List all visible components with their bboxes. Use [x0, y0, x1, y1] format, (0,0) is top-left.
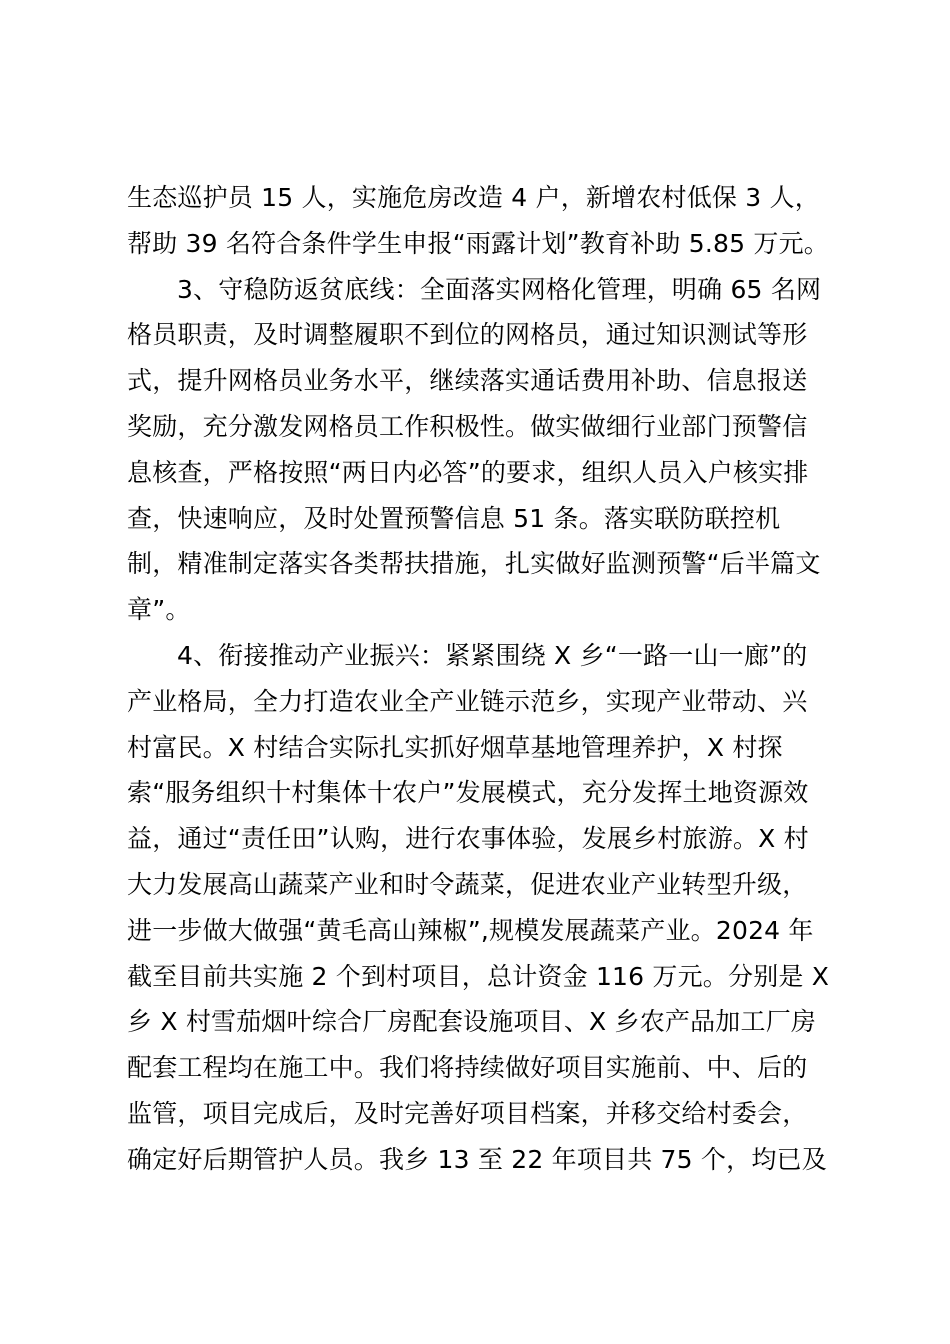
paragraph-3-heading-line: 3、守稳防返贫底线：全面落实网格化管理，明确 65 名网 — [177, 274, 822, 304]
document-body — [127, 175, 830, 1183]
text-line: 生态巡护员 15 人，实施危房改造 4 户，新增农村低保 3 人， — [127, 183, 820, 212]
text-line: 帮助 39 名符合条件学生申报“雨露计划”教育补助 5.85 万元。 — [127, 228, 829, 258]
text-line: 益，通过“责任田”认购，进行农事体验，发展乡村旅游。X 村 — [127, 824, 809, 854]
text-line: 监管，项目完成后，及时完善好项目档案，并移交给村委会， — [127, 1098, 808, 1128]
text-line: 确定好后期管护人员。我乡 13 至 22 年项目共 75 个，均已及 — [127, 1144, 827, 1174]
text-line: 奖励，充分激发网格员工作积极性。做实做细行业部门预警信 — [127, 411, 808, 441]
text-line: 章”。 — [127, 595, 191, 625]
text-line: 索“服务组织十村集体十农户”发展模式，充分发挥土地资源效 — [127, 778, 809, 808]
text-line: 进一步做大做强“黄毛高山辣椒”,规模发展蔬菜产业。2024 年 — [127, 915, 814, 945]
text-line: 产业格局，全力打造农业全产业链示范乡，实现产业带动、兴 — [127, 686, 808, 716]
text-line: 制，精准制定落实各类帮扶措施，扎实做好监测预警“后半篇文 — [127, 549, 821, 579]
text-line: 格员职责，及时调整履职不到位的网格员，通过知识测试等形 — [127, 320, 808, 350]
paragraph-4-heading-line: 4、衔接推动产业振兴：紧紧围绕 X 乡“一路一山一廊”的 — [177, 640, 808, 670]
text-line: 乡 X 村雪茄烟叶综合厂房配套设施项目、X 乡农产品加工厂房 — [127, 1007, 817, 1037]
text-line: 式，提升网格员业务水平，继续落实通话费用补助、信息报送 — [127, 366, 808, 396]
text-line: 村富民。X 村结合实际扎实抓好烟草基地管理养护，X 村探 — [127, 732, 783, 762]
text-line: 大力发展高山蔬菜产业和时令蔬菜，促进农业产业转型升级， — [127, 869, 808, 899]
text-line: 截至目前共实施 2 个到村项目，总计资金 116 万元。分别是 X — [127, 961, 830, 991]
text-line: 息核查，严格按照“两日内必答”的要求，组织人员入户核实排 — [127, 457, 809, 487]
text-line: 查，快速响应，及时处置预警信息 51 条。落实联防联控机 — [127, 503, 781, 533]
text-line: 配套工程均在施工中。我们将持续做好项目实施前、中、后的 — [127, 1053, 808, 1083]
